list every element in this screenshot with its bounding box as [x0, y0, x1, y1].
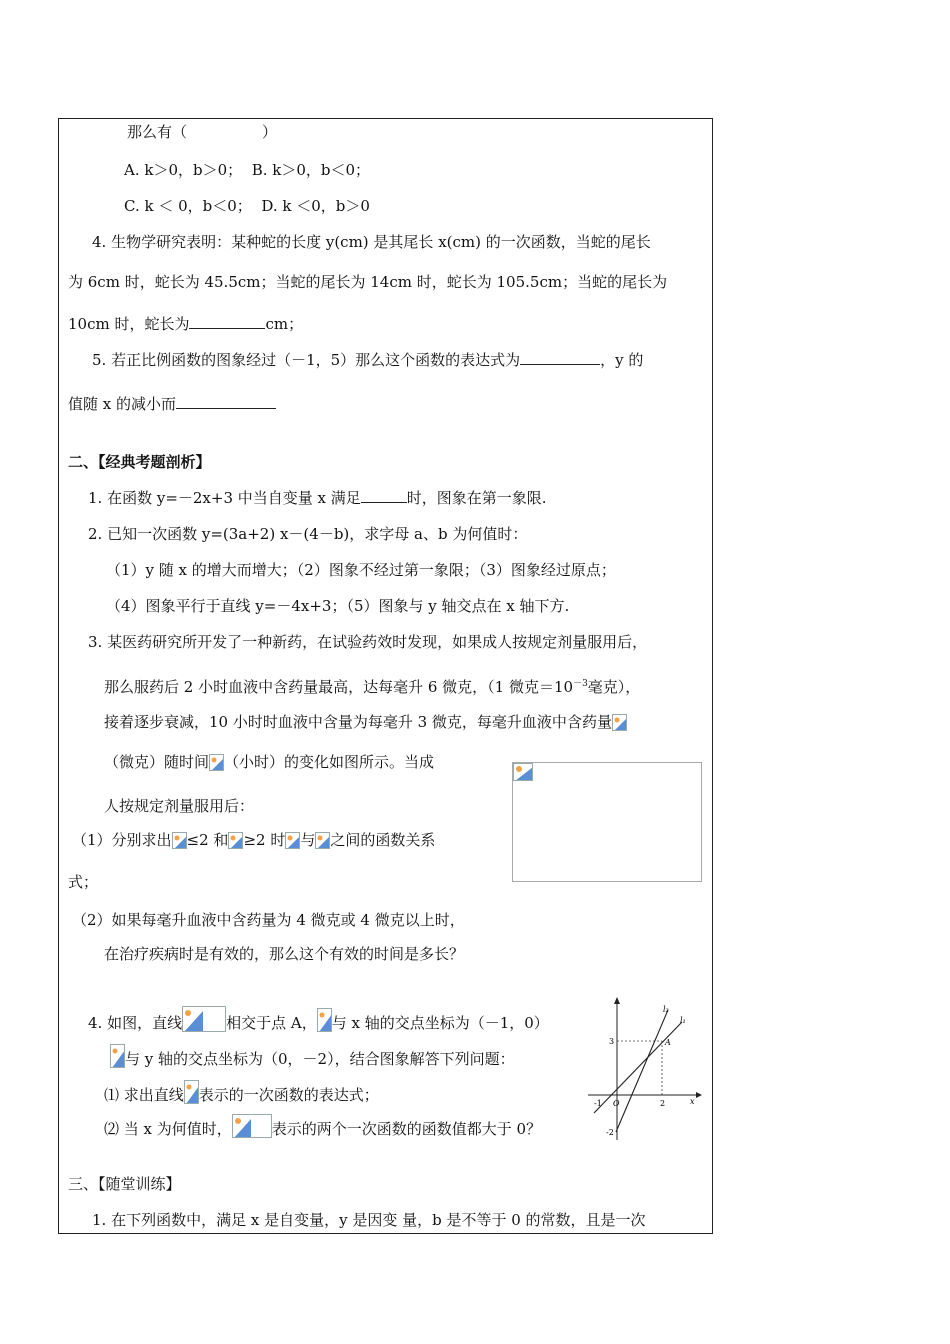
- figure-frame: [512, 762, 702, 882]
- tick-neg1: -1: [594, 1099, 602, 1108]
- section3-heading: 三、【随堂训练】: [68, 1175, 181, 1193]
- axis-x-label: x: [690, 1097, 695, 1106]
- s2-p3-line2: 那么服药后 2 小时血液中含药量最高，达每毫升 6 微克，（1 微克$=10^{-3}$毫克），: [104, 678, 641, 696]
- image-placeholder-icon: [172, 832, 187, 849]
- q4-line1: 4. 生物学研究表明：某种蛇的长度 y(cm) 是其尾长 x(cm) 的一次函数，当蛇的尾长: [92, 233, 651, 251]
- choice-c: C. k ＜ 0，b＜0； D. k ＜0，b＞0: [124, 197, 370, 215]
- tick-origin: O: [613, 1099, 620, 1108]
- label-l1: l₁: [680, 1016, 686, 1025]
- q5-line2: 值随 x 的减小而: [68, 394, 276, 414]
- s2-p3-q2a: （2）如果每毫升血液中含药量为 4 微克或 4 微克以上时，: [72, 911, 465, 929]
- x-axis-arrow-icon: [696, 1092, 702, 1098]
- choice-d: D. k ＜0，b＞0: [261, 197, 370, 215]
- choice-a: A. k＞0，b＞0； B. k＞0，b＜0；: [124, 161, 371, 179]
- s3-p1: 1. 在下列函数中，满足 x 是自变量，y 是因变 量，b 是不等于 0 的常数，且是一次: [92, 1211, 646, 1229]
- q3-stem: 那么有（ ）: [127, 123, 278, 141]
- answer-blank[interactable]: [361, 488, 407, 503]
- image-placeholder-icon: [182, 1006, 226, 1032]
- image-placeholder-icon: [317, 1008, 332, 1032]
- s2-p4-line1: 4. 如图，直线 相交于点 A， 与 x 轴的交点坐标为（－1，0）: [88, 1006, 549, 1033]
- s2-p4-q1: ⑴ 求出直线 表示的一次函数的表达式；: [104, 1080, 379, 1105]
- image-placeholder-icon: [209, 754, 224, 771]
- s2-p3-q1: （1）分别求出 ≤2 和 ≥2 时 与 之间的函数关系: [72, 831, 436, 849]
- s2-p4-line2: 与 y 轴的交点坐标为（0，－2），结合图象解答下列问题：: [110, 1044, 515, 1069]
- s2-p2: 2. 已知一次函数 y=(3a+2) x－(4－b)，求字母 a、b 为何值时：: [88, 525, 528, 543]
- line-graph-figure: [584, 996, 704, 1144]
- answer-blank[interactable]: [520, 350, 600, 365]
- tick-neg2: -2: [606, 1128, 614, 1137]
- image-placeholder-icon: [184, 1080, 199, 1104]
- s2-p4-q2: ⑵ 当 x 为何值时， 表示的两个一次函数的函数值都大于 0？: [104, 1114, 541, 1139]
- image-placeholder-icon: [285, 832, 300, 849]
- image-placeholder-icon: [315, 832, 330, 849]
- image-placeholder-icon: [612, 714, 627, 731]
- tick-2: 2: [660, 1099, 666, 1108]
- section2-heading: 二、【经典考题剖析】: [68, 453, 211, 471]
- q4-line3: 10cm 时，蛇长为 cm；: [68, 315, 304, 333]
- label-point-a: A: [665, 1038, 671, 1047]
- s2-p2-sub1: （1）y 随 x 的增大而增大；（2）图象不经过第一象限；（3）图象经过原点；: [106, 561, 616, 579]
- s2-p2-sub2: （4）图象平行于直线 y=－4x+3；（5）图象与 y 轴交点在 x 轴下方.: [106, 597, 570, 615]
- tick-3: 3: [609, 1037, 615, 1046]
- image-placeholder-icon: [232, 1114, 272, 1138]
- s2-p1: 1. 在函数 y=－2x+3 中当自变量 x 满足 时，图象在第一象限.: [88, 489, 547, 507]
- answer-blank[interactable]: [176, 394, 276, 409]
- image-placeholder-icon: [513, 763, 533, 781]
- s2-p3-line1: 3. 某医药研究所开发了一种新药，在试验药效时发现，如果成人按规定剂量服用后，: [88, 633, 648, 651]
- label-l2: l₂: [663, 1005, 669, 1014]
- y-axis-arrow-icon: [614, 997, 620, 1004]
- image-placeholder-icon: [110, 1044, 125, 1068]
- s2-p3-line3: 接着逐步衰减，10 小时时血液中含量为每毫升 3 微克，每毫升血液中含药量: [104, 712, 627, 732]
- answer-blank[interactable]: [189, 314, 265, 329]
- s2-p3-q2b: 在治疗疾病时是有效的，那么这个有效的时间是多长？: [104, 945, 465, 963]
- q5-line1: 5. 若正比例函数的图象经过（－1，5）那么这个函数的表达式为 ，y 的: [92, 351, 644, 369]
- s2-p3-q1-tail: 式；: [68, 873, 99, 891]
- line-l1: [594, 1022, 682, 1113]
- line-l2: [616, 1010, 668, 1132]
- choice-b: B. k＞0，b＜0；: [251, 161, 371, 179]
- q4-line2: 为 6cm 时，蛇长为 45.5cm；当蛇的尾长为 14cm 时，蛇长为 105.5cm；当蛇的尾长为: [68, 273, 668, 291]
- s2-p3-line5: 人按规定剂量服用后：: [104, 797, 255, 815]
- s2-p3-line4: （微克）随时间 （小时）的变化如图所示。当成: [104, 753, 435, 771]
- image-placeholder-icon: [228, 832, 243, 849]
